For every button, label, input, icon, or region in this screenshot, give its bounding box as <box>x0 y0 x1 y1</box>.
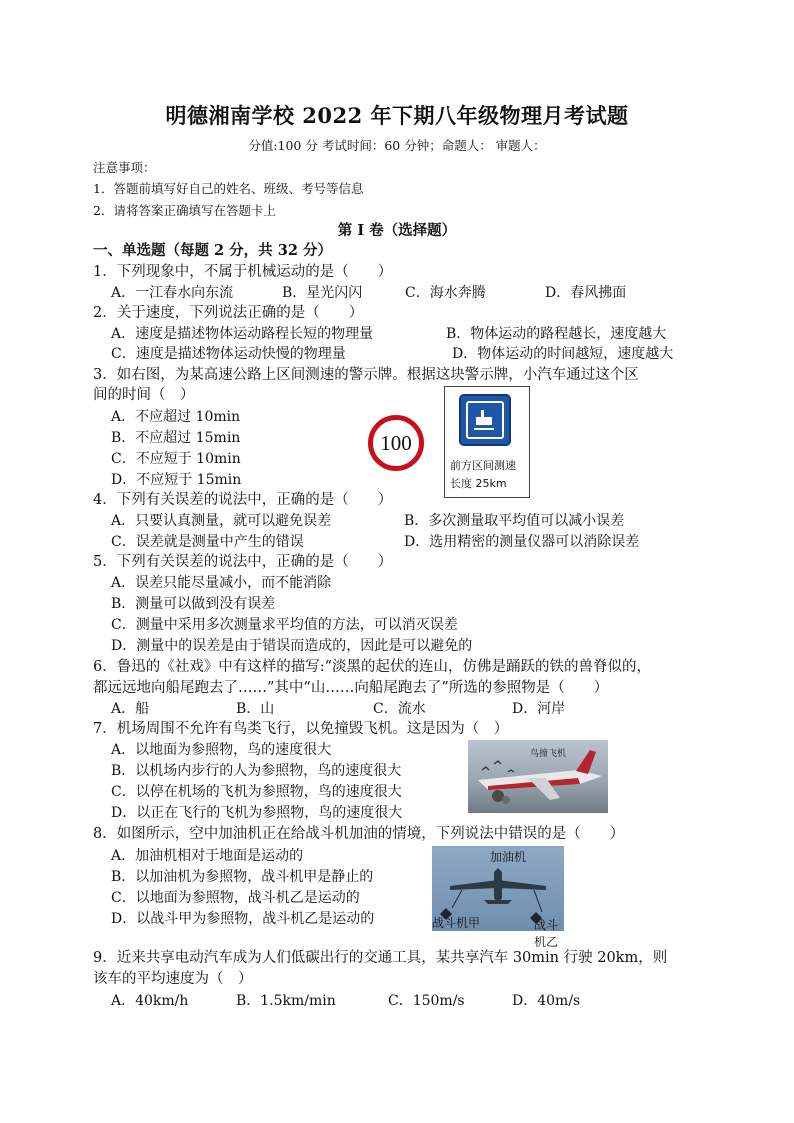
q9-stem-line1: 9．近来共享电动汽车成为人们低碳出行的交通工具，某共享汽车 30min 行驶 20km，则 <box>93 950 668 966</box>
q6-option-c: C．流水 <box>373 701 426 717</box>
q3-stem-line1: 3．如右图，为某高速公路上区间测速的警示牌。根据这块警示牌，小汽车通过这个区 <box>93 367 639 383</box>
q4-option-b: B．多次测量取平均值可以减小误差 <box>404 513 625 529</box>
q5-option-d: D．测量中的误差是由于错误而造成的，因此是可以避免的 <box>111 638 473 654</box>
sign-text-line2: 长度 25km <box>450 477 507 490</box>
q2-option-a: A．速度是描述物体运动路程长短的物理量 <box>111 326 374 342</box>
exam-meta: 分值:100 分 考试时间：60 分钟；命题人： 审题人： <box>248 138 546 153</box>
volume-title: 第 I 卷（选择题） <box>337 222 457 239</box>
q9-option-d: D．40m/s <box>512 993 581 1009</box>
q8-option-a: A．加油机相对于地面是运动的 <box>111 848 304 864</box>
q3-option-b: B．不应超过 15min <box>111 430 241 446</box>
q6-option-d: D．河岸 <box>512 701 566 717</box>
q8-option-b: B．以加油机为参照物，战斗机甲是静止的 <box>111 869 374 885</box>
speed-limit-sign <box>368 415 424 471</box>
q4-option-d: D．选用精密的测量仪器可以消除误差 <box>404 534 640 550</box>
q5-option-a: A．误差只能尽量减小，而不能消除 <box>111 575 332 591</box>
q9-option-a: A．40km/h <box>111 993 189 1009</box>
q1-option-a: A．一江春水向东流 <box>111 285 234 301</box>
section-title: 一、单选题（每题 2 分，共 32 分） <box>93 242 332 259</box>
q3-option-c: C．不应短于 10min <box>111 451 241 467</box>
q7-option-a: A．以地面为参照物，鸟的速度很大 <box>111 742 332 758</box>
exam-title: 明德湘南学校 2022 年下期八年级物理月考试题 <box>165 103 629 128</box>
q6-stem-line2: 都远远地向船尾跑去了……”其中“山……向船尾跑去了”所选的参照物是（ ） <box>93 680 609 696</box>
q3-stem-line2: 间的时间（ ） <box>93 387 195 403</box>
note-item: 1．答题前填写好自己的姓名、班级、考号等信息 <box>93 181 364 196</box>
label-tanker: 加油机 <box>490 850 527 864</box>
label-fighter-b: 战斗机乙 <box>534 918 559 949</box>
q3-option-a: A．不应超过 10min <box>111 409 241 425</box>
q8-option-c: C．以地面为参照物，战斗机乙是运动的 <box>111 890 360 906</box>
note-item: 2．请将答案正确填写在答题卡上 <box>93 203 276 218</box>
q3-option-d: D．不应短于 15min <box>111 472 242 488</box>
aerial-refueling-image <box>432 846 564 949</box>
section-speed-sign <box>444 386 530 498</box>
q7-option-b: B．以机场内步行的人为参照物，鸟的速度很大 <box>111 763 402 779</box>
q6-option-b: B．山 <box>236 701 275 717</box>
q9-stem-line2: 该车的平均速度为（ ） <box>93 971 253 987</box>
q7-option-c: C．以停在机场的飞机为参照物，鸟的速度很大 <box>111 784 402 800</box>
q4-option-a: A．只要认真测量，就可以避免误差 <box>111 513 332 529</box>
label-fighter-a: 战斗机甲 <box>432 916 481 930</box>
q1-option-c: C．海水奔腾 <box>405 285 486 301</box>
notes-heading: 注意事项： <box>93 160 156 175</box>
q9-option-c: C．150m/s <box>388 993 465 1009</box>
q5-option-c: C．测量中采用多次测量求平均值的方法，可以消灭误差 <box>111 617 458 633</box>
q2-option-c: C．速度是描述物体运动快慢的物理量 <box>111 346 346 362</box>
q7-option-d: D．以正在飞行的飞机为参照物，鸟的速度很大 <box>111 805 403 821</box>
q1-stem: 1．下列现象中，不属于机械运动的是（ ） <box>93 264 393 280</box>
q1-option-d: D．春风拂面 <box>545 285 627 301</box>
q5-option-b: B．测量可以做到没有误差 <box>111 596 276 612</box>
q6-option-a: A．船 <box>111 701 150 717</box>
q7-stem: 7．机场周围不允许有鸟类飞行，以免撞毁飞机。这是因为（ ） <box>93 721 509 737</box>
sign-text-line1: 前方区间测速 <box>450 459 516 472</box>
q5-stem: 5．下列有关误差的说法中，正确的是（ ） <box>93 554 393 570</box>
q6-stem-line1: 6．鲁迅的《社戏》中有这样的描写:“淡黑的起伏的连山，仿佛是踊跃的铁的兽脊似的， <box>93 659 652 675</box>
q4-stem: 4．下列有关误差的说法中，正确的是（ ） <box>93 492 393 508</box>
speed-camera-icon <box>459 394 511 446</box>
q8-option-d: D．以战斗甲为参照物，战斗机乙是运动的 <box>111 911 375 927</box>
q8-stem: 8．如图所示，空中加油机正在给战斗机加油的情境，下列说法中错误的是（ ） <box>93 826 625 842</box>
speed-limit-value: 100 <box>380 430 412 455</box>
bird-strike-image <box>468 740 608 813</box>
bird-strike-caption: 鸟撞飞机 <box>530 749 567 759</box>
q2-option-d: D．物体运动的时间越短，速度越大 <box>452 346 674 362</box>
q9-option-b: B．1.5km/min <box>236 993 336 1009</box>
q2-stem: 2．关于速度，下列说法正确的是（ ） <box>93 305 364 321</box>
q1-option-b: B．星光闪闪 <box>282 285 363 301</box>
q4-option-c: C．误差就是测量中产生的错误 <box>111 534 304 550</box>
q2-option-b: B．物体运动的路程越长，速度越大 <box>446 326 667 342</box>
